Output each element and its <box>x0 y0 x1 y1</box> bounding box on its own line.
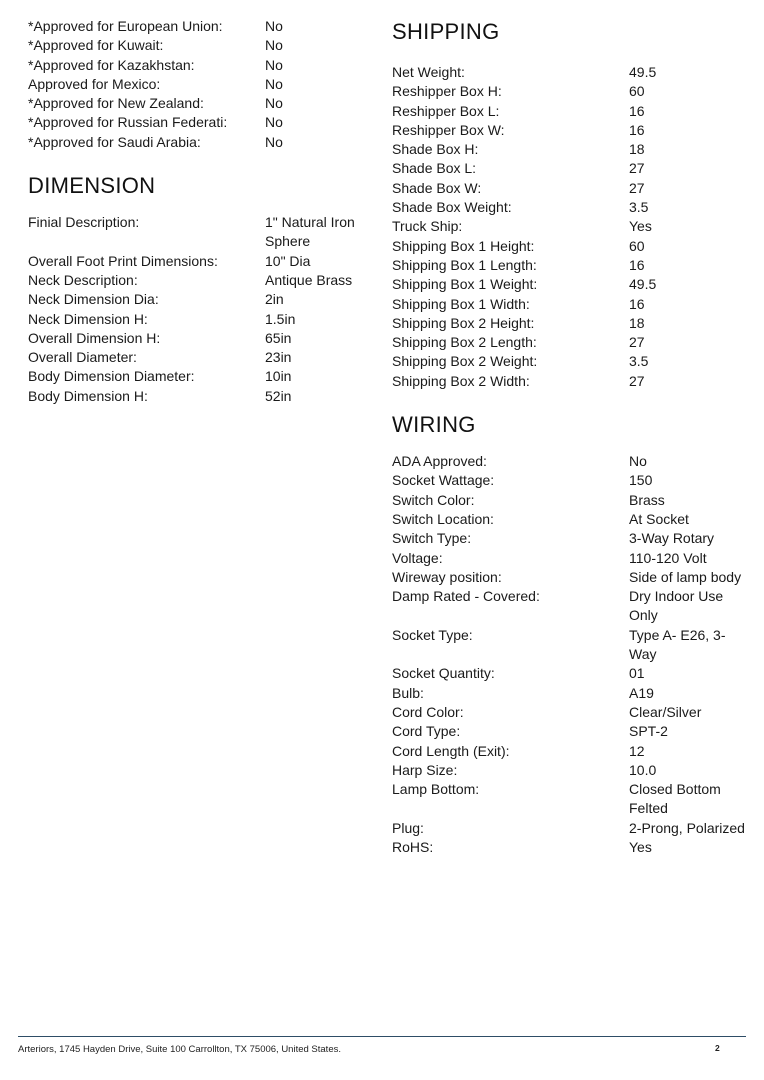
spec-label: Voltage: <box>392 549 443 566</box>
spec-value: 18 <box>629 314 645 331</box>
dimension-row <box>28 367 368 386</box>
spec-value: Side of lamp body <box>629 568 742 585</box>
shipping-row <box>392 314 752 333</box>
spec-value: 10" Dia <box>265 252 311 269</box>
wiring-row <box>392 568 752 587</box>
spec-label: Shade Box H: <box>392 141 479 158</box>
spec-label: Cord Type: <box>392 723 461 740</box>
spec-value: 3.5 <box>629 353 649 370</box>
spec-label: Body Dimension H: <box>28 387 148 404</box>
dimension-list <box>28 213 368 406</box>
spec-label: Shipping Box 2 Weight: <box>392 353 538 370</box>
spec-value: SPT-2 <box>629 723 668 740</box>
shipping-row <box>392 121 752 140</box>
spec-value: 27 <box>629 160 645 177</box>
dimension-row <box>28 329 368 348</box>
spec-label: Finial Description: <box>28 214 140 231</box>
spec-value: 65in <box>265 329 292 346</box>
spec-value: No <box>265 133 283 150</box>
shipping-row <box>392 256 752 275</box>
shipping-row <box>392 198 752 217</box>
dimension-row <box>28 252 368 271</box>
spec-value: At Socket <box>629 510 689 527</box>
shipping-row <box>392 82 752 101</box>
spec-label: Cord Color: <box>392 703 464 720</box>
shipping-row <box>392 140 752 159</box>
spec-label: Switch Color: <box>392 491 475 508</box>
spec-label: Socket Wattage: <box>392 472 495 489</box>
spec-value: 27 <box>629 334 645 351</box>
spec-value: No <box>629 453 647 470</box>
spec-label: Shipping Box 2 Width: <box>392 372 530 389</box>
dimension-row <box>28 213 368 252</box>
page-number: 2 <box>715 1043 720 1053</box>
wiring-row <box>392 452 752 471</box>
spec-label: Wireway position: <box>392 568 502 585</box>
wiring-row <box>392 510 752 529</box>
dimension-heading: DIMENSION <box>28 173 156 199</box>
left-column <box>28 0 368 406</box>
spec-label: Bulb: <box>392 684 424 701</box>
spec-value: No <box>265 37 283 54</box>
spec-label: Overall Diameter: <box>28 349 137 366</box>
spec-label: Cord Length (Exit): <box>392 742 510 759</box>
shipping-row <box>392 333 752 352</box>
spec-value: Type A- E26, 3-Way <box>629 626 726 663</box>
shipping-row <box>392 275 752 294</box>
spec-value: No <box>265 114 283 131</box>
spec-value: Brass <box>629 491 665 508</box>
shipping-row <box>392 372 752 391</box>
spec-value: 27 <box>629 372 645 389</box>
approval-row <box>28 56 368 75</box>
wiring-row <box>392 722 752 741</box>
approvals-list <box>28 17 368 152</box>
spec-label: Shipping Box 1 Height: <box>392 237 535 254</box>
wiring-row <box>392 780 752 819</box>
spec-value: No <box>265 75 283 92</box>
wiring-row <box>392 549 752 568</box>
spec-label: Socket Quantity: <box>392 665 495 682</box>
spec-label: Plug: <box>392 819 424 836</box>
shipping-row <box>392 295 752 314</box>
spec-value: 10in <box>265 368 292 385</box>
footer-address: Arteriors, 1745 Hayden Drive, Suite 100 Carrollton, TX 75006, United States. <box>18 1044 341 1055</box>
spec-value: 16 <box>629 121 645 138</box>
wiring-list <box>392 452 752 857</box>
approval-row <box>28 36 368 55</box>
wiring-row <box>392 626 752 665</box>
spec-label: Shipping Box 1 Length: <box>392 256 537 273</box>
spec-label: Harp Size: <box>392 761 458 778</box>
spec-label: Shipping Box 2 Height: <box>392 314 535 331</box>
spec-value: 3-Way Rotary <box>629 530 715 547</box>
spec-label: Truck Ship: <box>392 218 463 235</box>
spec-value: 3.5 <box>629 199 649 216</box>
spec-label: *Approved for European Union: <box>28 18 223 34</box>
shipping-row <box>392 237 752 256</box>
spec-label: Switch Type: <box>392 530 472 547</box>
wiring-row <box>392 471 752 490</box>
shipping-list <box>392 63 752 391</box>
spec-value: Closed Bottom Felted <box>629 781 721 817</box>
spec-label: Net Weight: <box>392 64 465 80</box>
spec-label: Shade Box L: <box>392 160 477 177</box>
approval-row <box>28 133 368 152</box>
shipping-row <box>392 352 752 371</box>
footer-divider <box>18 1036 746 1037</box>
approval-row <box>28 113 368 132</box>
spec-label: Shipping Box 1 Weight: <box>392 276 538 293</box>
spec-label: Shade Box Weight: <box>392 199 512 216</box>
spec-value: 49.5 <box>629 64 657 80</box>
spec-value: Clear/Silver <box>629 703 702 720</box>
spec-value: 16 <box>629 102 645 119</box>
spec-label: RoHS: <box>392 838 434 855</box>
approval-row <box>28 17 368 36</box>
spec-label: Reshipper Box W: <box>392 121 505 138</box>
spec-value: Antique Brass <box>265 271 353 288</box>
spec-label: Reshipper Box H: <box>392 83 502 100</box>
spec-value: A19 <box>629 684 654 701</box>
spec-value: Yes <box>629 838 652 855</box>
spec-value: 60 <box>629 83 645 100</box>
wiring-row <box>392 819 752 838</box>
spec-label: Reshipper Box L: <box>392 102 500 119</box>
spec-value: 16 <box>629 256 645 273</box>
shipping-row <box>392 217 752 236</box>
wiring-row <box>392 529 752 548</box>
spec-value: 2in <box>265 291 284 308</box>
shipping-row <box>392 102 752 121</box>
spec-value: 12 <box>629 742 645 759</box>
spec-value: 2-Prong, Polarized <box>629 819 745 836</box>
spec-label: *Approved for New Zealand: <box>28 95 204 112</box>
spec-label: Approved for Mexico: <box>28 75 161 92</box>
spec-label: *Approved for Saudi Arabia: <box>28 133 201 150</box>
dimension-row <box>28 348 368 367</box>
spec-value: 18 <box>629 141 645 158</box>
wiring-row <box>392 587 752 626</box>
spec-value: Dry Indoor Use Only <box>629 588 724 624</box>
spec-label: Body Dimension Diameter: <box>28 368 195 385</box>
wiring-heading: WIRING <box>392 412 476 438</box>
wiring-row <box>392 838 752 857</box>
shipping-row <box>392 159 752 178</box>
spec-label: *Approved for Kazakhstan: <box>28 56 195 73</box>
spec-value: 10.0 <box>629 761 657 778</box>
spec-label: Shipping Box 2 Length: <box>392 334 537 351</box>
spec-label: Overall Foot Print Dimensions: <box>28 252 218 269</box>
spec-value: 23in <box>265 349 292 366</box>
shipping-row <box>392 179 752 198</box>
approval-row <box>28 75 368 94</box>
spec-value: 27 <box>629 179 645 196</box>
spec-label: Lamp Bottom: <box>392 781 480 798</box>
spec-label: Socket Type: <box>392 626 473 643</box>
spec-value: 60 <box>629 237 645 254</box>
spec-label: Shade Box W: <box>392 179 482 196</box>
wiring-row <box>392 491 752 510</box>
approval-row <box>28 94 368 113</box>
spec-value: No <box>265 18 283 34</box>
dimension-row <box>28 310 368 329</box>
spec-label: *Approved for Kuwait: <box>28 37 164 54</box>
spec-value: 52in <box>265 387 292 404</box>
wiring-row <box>392 742 752 761</box>
wiring-row <box>392 684 752 703</box>
spec-value: 49.5 <box>629 276 657 293</box>
spec-value: 1.5in <box>265 310 296 327</box>
spec-label: Overall Dimension H: <box>28 329 161 346</box>
spec-label: *Approved for Russian Federati: <box>28 114 228 131</box>
wiring-row <box>392 664 752 683</box>
spec-label: Neck Dimension H: <box>28 310 148 327</box>
dimension-row <box>28 271 368 290</box>
dimension-row <box>28 290 368 309</box>
spec-value: 1" Natural Iron Sphere <box>265 214 355 250</box>
spec-label: Neck Dimension Dia: <box>28 291 159 308</box>
spec-value: 16 <box>629 295 645 312</box>
spec-value: 01 <box>629 665 645 682</box>
spec-label: ADA Approved: <box>392 453 487 470</box>
shipping-heading: SHIPPING <box>392 19 500 44</box>
spec-value: No <box>265 56 283 73</box>
spec-value: 150 <box>629 472 653 489</box>
spec-label: Switch Location: <box>392 510 494 527</box>
spec-label: Neck Description: <box>28 271 138 288</box>
spec-label: Shipping Box 1 Width: <box>392 295 530 312</box>
spec-label: Damp Rated - Covered: <box>392 588 540 605</box>
dimension-row <box>28 387 368 406</box>
spec-value: Yes <box>629 218 652 235</box>
wiring-row <box>392 761 752 780</box>
right-column <box>392 0 752 857</box>
spec-value: 110-120 Volt <box>629 549 707 566</box>
wiring-row <box>392 703 752 722</box>
shipping-row <box>392 63 752 82</box>
spec-value: No <box>265 95 283 112</box>
